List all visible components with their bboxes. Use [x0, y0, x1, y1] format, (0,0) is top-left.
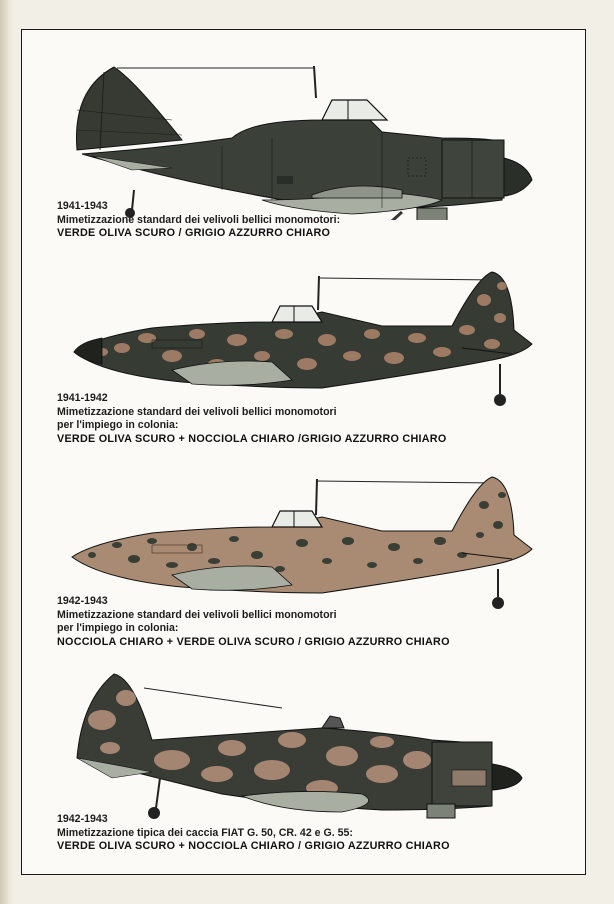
- caption-2: [57, 392, 447, 446]
- book-spine-shadow: [0, 0, 14, 904]
- caption-color-scheme: VERDE OLIVA SCURO + NOCCIOLA CHIARO /GRIGIO AZZURRO CHIARO: [57, 432, 447, 445]
- caption-1: [57, 200, 340, 241]
- caption-4: [57, 813, 450, 854]
- caption-description-2: per l'impiego in colonia:: [57, 419, 179, 431]
- caption-color-scheme: NOCCIOLA CHIARO + VERDE OLIVA SCURO / GRIGIO AZZURRO CHIARO: [57, 635, 450, 648]
- caption-years: 1941-1943: [57, 200, 108, 212]
- aircraft-illustration-2: [22, 260, 587, 410]
- caption-description: Mimetizzazione standard dei velivoli bellici monomotori: [57, 608, 337, 621]
- caption-years: 1942-1943: [57, 813, 108, 825]
- caption-description-2: per l'impiego in colonia:: [57, 622, 179, 634]
- aircraft-illustration-3: [22, 465, 587, 615]
- aircraft-illustration-4: [22, 670, 587, 820]
- caption-description: Mimetizzazione standard dei velivoli bellici monomotori: [57, 405, 337, 418]
- caption-3: [57, 595, 450, 649]
- caption-years: 1942-1943: [57, 595, 108, 607]
- caption-color-scheme: VERDE OLIVA SCURO / GRIGIO AZZURRO CHIARO: [57, 227, 331, 239]
- aircraft-illustration-1: [22, 50, 587, 200]
- caption-years: 1941-1942: [57, 392, 108, 404]
- caption-color-scheme: VERDE OLIVA SCURO + NOCCIOLA CHIARO / GRIGIO AZZURRO CHIARO: [57, 840, 450, 852]
- illustration-plate: [21, 29, 586, 875]
- caption-description: Mimetizzazione tipica dei caccia FIAT G. 50, CR. 42 e G. 55:: [57, 826, 353, 839]
- caption-description: Mimetizzazione standard dei velivoli bellici monomotori:: [57, 213, 341, 226]
